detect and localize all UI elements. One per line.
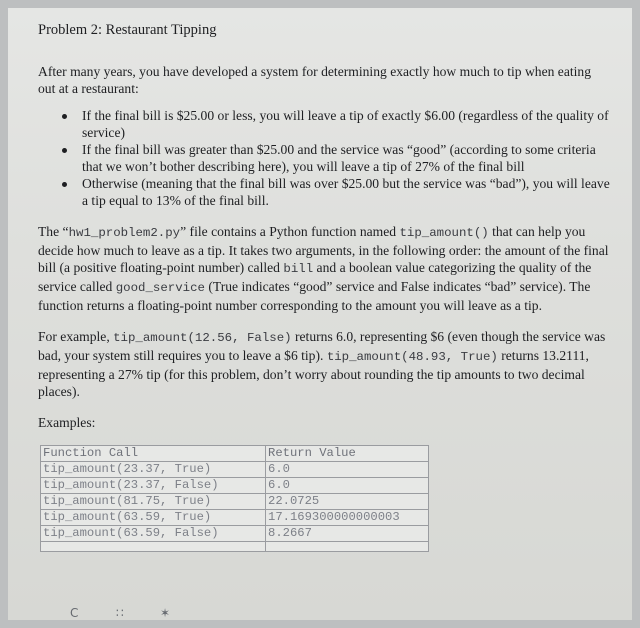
return-value-cell: 22.0725 — [266, 494, 429, 510]
intro-paragraph: After many years, you have developed a system for determining exactly how much to tip when eating out at a restaurant: — [38, 64, 592, 96]
return-value-cell: 6.0 — [266, 478, 429, 494]
function-description-paragraph — [38, 223, 610, 314]
grid-icon[interactable]: ∷ — [116, 606, 124, 620]
header-return-value: Return Value — [266, 446, 429, 462]
text-run: The “ — [38, 224, 69, 239]
spacer-cell — [41, 542, 266, 552]
bullet-icon — [62, 114, 67, 119]
function-call-cell: tip_amount(63.59, True) — [41, 510, 266, 526]
table-row — [41, 462, 429, 478]
example-call: tip_amount(12.56, False) — [113, 331, 292, 345]
document-body — [38, 22, 610, 552]
rule-text: Otherwise (meaning that the final bill was over $25.00 but the service was “bad”), you will leave a tip equal to 13% of the final bill. — [82, 176, 610, 208]
text-run: (True indicates “good” service and False indicates “bad” service). The function returns a floating-point number corresponding to the amount you will leave as a tip. — [38, 279, 591, 313]
return-value-cell: 8.2667 — [266, 526, 429, 542]
document-page — [8, 8, 632, 620]
gear-icon[interactable]: ✶ — [160, 606, 171, 620]
examples-label: Examples: — [38, 415, 96, 430]
return-value-cell: 17.169300000000003 — [266, 510, 429, 526]
rule-item — [38, 175, 610, 209]
text-run: returns 6.0, representing $6 (even though the service was bad, your system still requires you to leave a $6 tip). — [38, 329, 606, 363]
bullet-icon — [62, 148, 67, 153]
table-row — [41, 510, 429, 526]
function-call-cell: tip_amount(23.37, False) — [41, 478, 266, 494]
return-value-cell: 6.0 — [266, 462, 429, 478]
examples-table — [40, 445, 429, 552]
function-call-cell: tip_amount(81.75, True) — [41, 494, 266, 510]
refresh-icon[interactable]: C — [70, 606, 79, 620]
table-row — [41, 494, 429, 510]
problem-title: Problem 2: Restaurant Tipping — [38, 22, 217, 38]
function-call-cell: tip_amount(23.37, True) — [41, 462, 266, 478]
arg-good-service: good_service — [115, 281, 205, 295]
rule-text: If the final bill was greater than $25.00 and the service was “good” (according to some criteria that we won’t bother describing here), you will leave a tip of 27% of the final bill — [82, 142, 596, 174]
bullet-icon — [62, 182, 67, 187]
text-run: returns 13.2111, representing a 27% tip (for this problem, don’t worry about rounding the tip amounts to two decimal places). — [38, 348, 589, 399]
rule-text: If the final bill is $25.00 or less, you will leave a tip of exactly $6.00 (regardless of the quality of service) — [82, 108, 609, 140]
text-run: For example, — [38, 329, 114, 344]
function-name: tip_amount() — [399, 226, 489, 240]
tipping-rules-list — [38, 107, 610, 209]
spacer-cell — [266, 542, 429, 552]
text-run: and a boolean value categorizing the quality of the service called — [38, 260, 592, 294]
table-row — [41, 526, 429, 542]
rule-item — [38, 141, 610, 175]
arg-bill: bill — [283, 262, 314, 276]
file-name: hw1_problem2.py — [68, 226, 181, 240]
text-run: that can help you decide how much to leave as a tip. It takes two arguments, in the following order: the amount of the final bill (a positive floating-point number) called — [38, 224, 609, 275]
table-row — [41, 478, 429, 494]
rule-item — [38, 107, 610, 141]
table-spacer-row — [41, 542, 429, 552]
table-header-row — [41, 446, 429, 462]
example-call: tip_amount(48.93, True) — [326, 350, 498, 364]
taskbar-strip — [8, 606, 632, 620]
example-paragraph — [38, 328, 610, 400]
text-run: ” file contains a Python function named — [180, 224, 400, 239]
function-call-cell: tip_amount(63.59, False) — [41, 526, 266, 542]
header-function-call: Function Call — [41, 446, 266, 462]
